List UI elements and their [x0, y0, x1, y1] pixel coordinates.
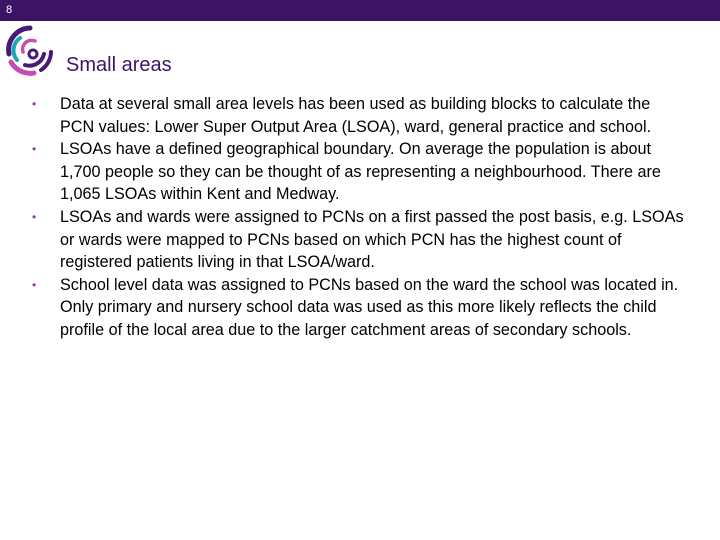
list-item — [32, 93, 684, 138]
bullet-icon: • — [32, 277, 37, 292]
list-item — [32, 206, 684, 274]
bullet-icon: • — [32, 97, 37, 111]
bullet-icon: • — [32, 142, 37, 157]
header-bar — [0, 0, 720, 21]
organisation-swirl-logo-icon — [4, 24, 56, 78]
bullet-text: LSOAs and wards were assigned to PCNs on a first passed the post basis, e.g. LSOAs or wards were mapped to PCNs based on which PCN has the highest count of registered patients living in that LSOA/ward. — [60, 207, 684, 272]
slide-title: Small areas — [66, 54, 172, 77]
bullet-text: Data at several small area levels has been used as building blocks to calculate the PCN values: Lower Super Output Area (LSOA), ward, general practice and school. — [60, 95, 652, 136]
bullet-text: School level data was assigned to PCNs based on the ward the school was located in. Only primary and nursery school data was used as this more likely reflects the child profile of the local area due to the larger catchment areas of secondary schools. — [60, 275, 679, 339]
list-item — [32, 138, 684, 206]
slide-number: 8 — [6, 4, 13, 16]
list-item — [32, 274, 684, 342]
bullet-text: LSOAs have a defined geographical boundary. On average the population is about 1,700 people so they can be thought of as representing a neighbourhood. There are 1,065 LSOAs within Kent and Medway. — [60, 140, 661, 204]
bullet-icon: • — [32, 209, 37, 224]
bullet-list — [32, 93, 684, 342]
